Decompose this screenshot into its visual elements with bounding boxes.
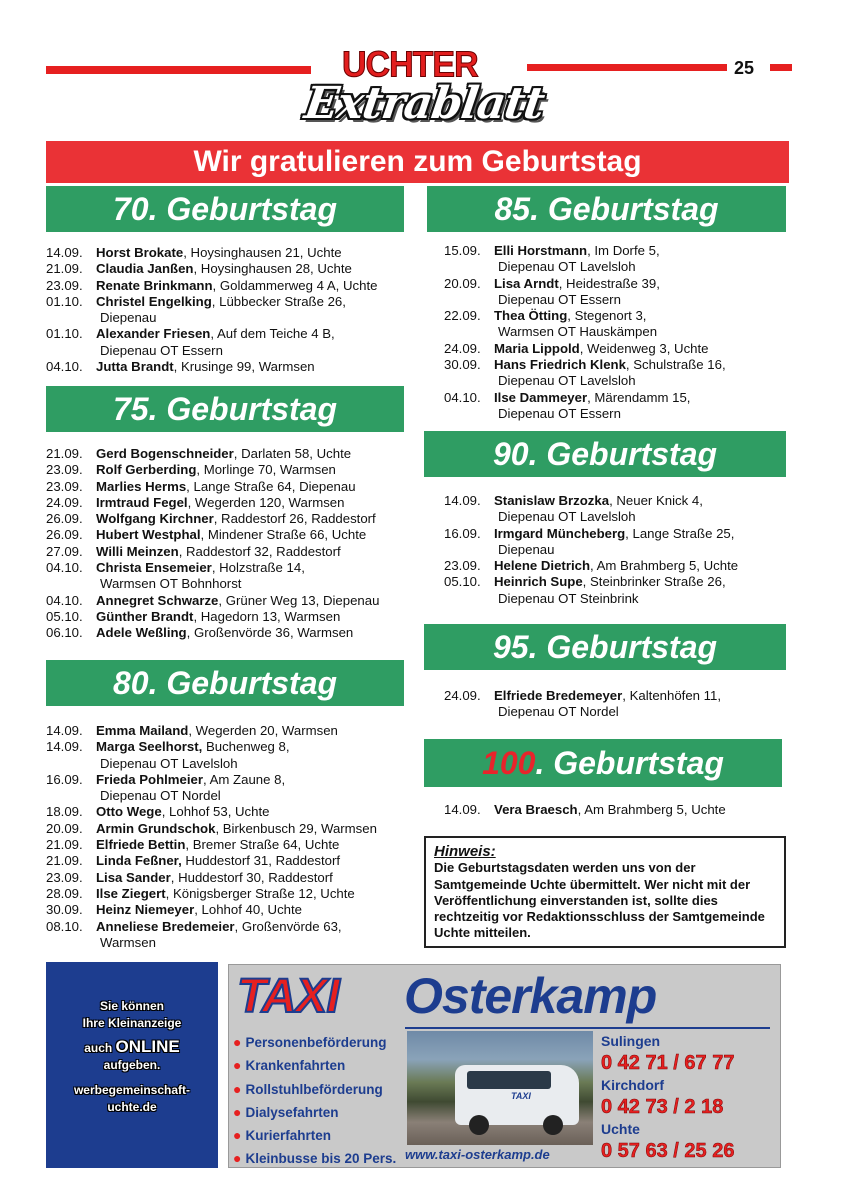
list-item — [46, 479, 411, 495]
list-item — [46, 261, 411, 277]
entry-date: 20.09. — [444, 275, 481, 291]
entry-date: 23.09. — [444, 558, 481, 574]
taxi-services — [233, 1031, 396, 1171]
logo-uchter: UCHTER — [342, 45, 478, 85]
bullet-icon: ● — [233, 1057, 242, 1074]
entry-date: 01.10. — [46, 293, 83, 309]
list-item — [46, 804, 411, 820]
entry-name: Irmgard Müncheberg — [494, 525, 626, 541]
list-item — [444, 802, 789, 818]
list-item — [46, 294, 411, 310]
service-item: ● Rollstuhlbeförderung — [233, 1080, 383, 1097]
header-rule-right — [527, 64, 727, 71]
entry-date: 14.09. — [46, 739, 83, 755]
entry-name: Thea Ötting — [494, 308, 568, 324]
classified-ad — [46, 962, 218, 1168]
entry-name: Anneliese Bredemeier — [96, 918, 235, 934]
entry-date: 30.09. — [46, 902, 83, 918]
list-item — [46, 821, 411, 837]
entry-address: , Weidenweg 3, Uchte — [579, 340, 709, 356]
bullet-icon: ● — [233, 1034, 242, 1050]
taxi-brand: TAXI — [237, 970, 339, 1023]
list-item — [444, 357, 789, 373]
list-70 — [46, 245, 411, 375]
entry-date: 28.09. — [46, 885, 83, 901]
entry-address: , Holzstraße 14, — [211, 560, 305, 576]
list-item — [46, 837, 411, 853]
list-item — [46, 544, 411, 560]
header-rule-right-end — [770, 64, 792, 71]
entry-date: 21.09. — [46, 837, 83, 853]
entry-address: , Raddestorf 26, Raddestorf — [213, 511, 376, 527]
entry-name: Stanislaw Brzozka — [494, 493, 610, 508]
entry-address: , Lange Straße 25, — [625, 525, 735, 541]
header-rule-left — [46, 66, 311, 74]
entry-address: , Königsberger Straße 12, Uchte — [165, 885, 355, 901]
entry-date: 30.09. — [444, 357, 481, 373]
list-100 — [444, 802, 789, 818]
entry-date: 04.10. — [46, 592, 83, 608]
entry-address: , Am Brahmberg 5, Uchte — [577, 802, 726, 817]
entry-date: 08.10. — [46, 918, 83, 934]
entry-name: Horst Brokate — [96, 245, 184, 260]
service-item: ● Krankenfahrten — [233, 1057, 346, 1074]
list-item — [444, 558, 789, 574]
entry-date: 23.09. — [46, 478, 83, 494]
entry-name: Armin Grundschok — [96, 820, 216, 836]
page-title: Wir gratulieren zum Geburtstag — [46, 141, 789, 183]
entry-address: , Lange Straße 64, Diepenau — [186, 478, 356, 494]
entry-address: , Im Dorfe 5, — [587, 243, 660, 258]
entry-name: Elli Horstmann — [494, 243, 588, 258]
list-item — [46, 870, 411, 886]
entry-date: 18.09. — [46, 804, 83, 820]
entry-address-continued: Diepenau OT Nordel — [498, 704, 619, 720]
entry-address: , Hagedorn 13, Warmsen — [193, 608, 341, 624]
list-item — [46, 739, 411, 755]
entry-name: Helene Dietrich — [494, 558, 591, 574]
entry-address: , Schulstraße 16, — [625, 357, 726, 373]
entry-name: Vera Braesch — [494, 802, 578, 817]
entry-address: , Wegerden 20, Warmsen — [188, 723, 338, 738]
list-item — [46, 625, 411, 641]
heading-80: 80. Geburtstag — [46, 660, 404, 706]
taxi-underline — [405, 1027, 770, 1029]
taxi-url[interactable]: www.taxi-osterkamp.de — [405, 1147, 550, 1162]
heading-95: 95. Geburtstag — [424, 624, 786, 670]
entry-date: 05.10. — [46, 608, 83, 624]
entry-address: , Lohhof 53, Uchte — [161, 804, 270, 820]
entry-address-continued: Diepenau OT Lavelsloh — [100, 755, 238, 771]
entry-name: Irmtraud Fegel — [96, 494, 188, 510]
list-item — [46, 886, 411, 902]
entry-address: , Raddestorf 32, Raddestorf — [178, 543, 341, 559]
ad-line-2: Ihre Kleinanzeige — [82, 1016, 182, 1030]
entry-address: , Bremer Straße 64, Uchte — [185, 837, 340, 853]
taxi-company-name: Osterkamp — [404, 968, 657, 1024]
taxi-van-photo — [407, 1031, 593, 1145]
entry-name: Ilse Ziegert — [96, 885, 166, 901]
taxi-contacts — [601, 1031, 734, 1163]
entry-name: Elfriede Bettin — [96, 837, 186, 853]
list-item — [46, 593, 411, 609]
hint-title: Hinweis: — [434, 843, 496, 860]
contact-city: Uchte — [601, 1121, 640, 1137]
entry-address: , Lübbecker Straße 26, — [211, 293, 346, 309]
service-item: ● Kurierfahrten — [233, 1127, 331, 1144]
entry-name: Hans Friedrich Klenk — [494, 357, 626, 373]
entry-name: Annegret Schwarze — [96, 592, 219, 608]
list-85 — [444, 243, 789, 422]
entry-name: Willi Meinzen — [96, 543, 179, 559]
ad-line-4: aufgeben. — [103, 1058, 161, 1072]
entry-name: Heinrich Supe — [494, 574, 583, 590]
entry-date: 26.09. — [46, 527, 83, 543]
entry-address: , Steinbrinker Straße 26, — [582, 574, 726, 590]
entry-name: Hubert Westphal — [96, 527, 201, 543]
entry-address-continued: Diepenau OT Essern — [498, 291, 621, 307]
entry-address-continued: Diepenau OT Lavelsloh — [498, 259, 636, 275]
entry-name: Rolf Gerberding — [96, 462, 197, 478]
service-item: ● Dialysefahrten — [233, 1103, 339, 1120]
heading-85: 85. Geburtstag — [427, 186, 786, 232]
entry-date: 20.09. — [46, 820, 83, 836]
list-item — [46, 609, 411, 625]
list-item — [46, 853, 411, 869]
entry-address: , Neuer Knick 4, — [609, 493, 703, 508]
list-item — [46, 326, 411, 342]
entry-date: 24.09. — [46, 494, 83, 510]
entry-date: 24.09. — [444, 688, 481, 703]
list-item — [46, 560, 411, 576]
heading-100-number: 100 — [482, 745, 536, 781]
entry-address: , Heidestraße 39, — [558, 275, 660, 291]
entry-date: 04.10. — [444, 389, 481, 405]
list-item — [46, 495, 411, 511]
entry-name: Lisa Arndt — [494, 275, 559, 291]
list-95 — [444, 688, 789, 721]
van-window — [467, 1071, 551, 1089]
bullet-icon: ● — [233, 1127, 242, 1144]
entry-name: Alexander Friesen — [96, 326, 211, 342]
list-item — [444, 493, 789, 509]
contact-phone: 0 42 71 / 67 77 — [601, 1052, 735, 1074]
entry-address-continued: Diepenau OT Essern — [498, 405, 621, 421]
list-item — [444, 526, 789, 542]
van-wheel — [469, 1115, 489, 1135]
entry-date: 04.10. — [46, 359, 83, 375]
entry-address: , Goldammerweg 4 A, Uchte — [212, 277, 378, 293]
entry-address: , Krusinge 99, Warmsen — [173, 359, 315, 375]
entry-address: , Stegenort 3, — [567, 308, 647, 324]
entry-date: 21.09. — [46, 446, 83, 461]
entry-name: Christel Engelking — [96, 293, 212, 309]
entry-address-continued: Warmsen OT Hauskämpen — [498, 324, 658, 340]
entry-address: , Auf dem Teiche 4 B, — [210, 326, 335, 342]
ad-line-5: werbegemeinschaft- — [73, 1083, 191, 1097]
entry-address-continued: Warmsen OT Bohnhorst — [100, 576, 242, 592]
entry-date: 23.09. — [46, 277, 83, 293]
entry-date: 16.09. — [444, 525, 481, 541]
contact-phone: 0 57 63 / 25 26 — [601, 1140, 735, 1162]
entry-name: Günther Brandt — [96, 608, 194, 624]
entry-date: 14.09. — [46, 245, 83, 260]
entry-date: 14.09. — [46, 723, 83, 738]
entry-address-continued: Diepenau OT Essern — [100, 342, 223, 358]
entry-name: Maria Lippold — [494, 340, 580, 356]
heading-90: 90. Geburtstag — [424, 431, 786, 477]
entry-address: , Mindener Straße 66, Uchte — [200, 527, 367, 543]
entry-address: , Am Zaune 8, — [203, 771, 286, 787]
list-75 — [46, 446, 411, 642]
entry-date: 22.09. — [444, 308, 481, 324]
list-90 — [444, 493, 789, 607]
logo-extrablatt: Extrablatt — [301, 78, 548, 129]
van-label: TAXI — [511, 1091, 531, 1101]
entry-date: 26.09. — [46, 511, 83, 527]
entry-name: Jutta Brandt — [96, 359, 174, 375]
entry-address: , Darlaten 58, Uchte — [233, 446, 352, 461]
list-item — [444, 688, 789, 704]
entry-date: 14.09. — [444, 802, 481, 817]
entry-address: , Hoysinghausen 21, Uchte — [183, 245, 342, 260]
entry-name: Marga Seelhorst, — [96, 739, 203, 755]
heading-70: 70. Geburtstag — [46, 186, 404, 232]
entry-address: , Morlinge 70, Warmsen — [196, 462, 336, 478]
entry-name: Emma Mailand — [96, 723, 189, 738]
list-item — [46, 511, 411, 527]
entry-address: Huddestorf 31, Raddestorf — [181, 853, 341, 869]
service-item: ● Kleinbusse bis 20 Pers. — [233, 1150, 397, 1167]
bullet-icon: ● — [233, 1080, 242, 1097]
ad-line-3a: auch — [84, 1041, 116, 1055]
entry-address: , Großenvörde 36, Warmsen — [186, 625, 354, 641]
ad-line-6: uchte.de — [107, 1100, 157, 1114]
contact-phone: 0 42 73 / 2 18 — [601, 1096, 724, 1118]
entry-date: 21.09. — [46, 261, 83, 277]
entry-address: , Märendamm 15, — [587, 389, 691, 405]
entry-address: , Hoysinghausen 28, Uchte — [193, 261, 352, 277]
taxi-ad — [228, 964, 781, 1168]
list-item — [46, 723, 411, 739]
list-item — [46, 772, 411, 788]
hint-text: Die Geburtstagsdaten werden uns von der Samtgemeinde Uchte übermittelt. Wer nicht mit der Veröffentlichung einverstanden ist, sollte dies rechtzeitig vor Redaktionsschluss der Samtgemeinde Uchte mitteilen. — [434, 860, 765, 941]
entry-name: Marlies Herms — [96, 478, 187, 494]
entry-date: 27.09. — [46, 543, 83, 559]
entry-name: Renate Brinkmann — [96, 277, 213, 293]
list-80 — [46, 723, 411, 951]
list-item — [46, 462, 411, 478]
list-item — [444, 308, 789, 324]
entry-address-continued: Diepenau OT Lavelsloh — [498, 509, 636, 525]
entry-name: Gerd Bogenschneider — [96, 446, 234, 461]
entry-address-continued: Diepenau OT Nordel — [100, 788, 221, 804]
entry-name: Linda Feßner, — [96, 853, 182, 869]
entry-date: 05.10. — [444, 574, 481, 590]
list-item — [46, 446, 411, 462]
entry-address-continued: Diepenau — [498, 541, 555, 557]
page-number: 25 — [734, 58, 755, 78]
list-item — [444, 390, 789, 406]
entry-date: 16.09. — [46, 771, 83, 787]
list-item — [46, 245, 411, 261]
contact-city: Kirchdorf — [601, 1077, 664, 1093]
contact-city: Sulingen — [601, 1033, 661, 1049]
entry-address-continued: Diepenau OT Lavelsloh — [498, 373, 636, 389]
entry-name: Heinz Niemeyer — [96, 902, 195, 918]
entry-address: , Großenvörde 63, — [234, 918, 342, 934]
bullet-icon: ● — [233, 1103, 242, 1120]
list-item — [444, 276, 789, 292]
entry-date: 04.10. — [46, 560, 83, 576]
list-item — [46, 902, 411, 918]
entry-date: 15.09. — [444, 243, 481, 258]
list-item — [46, 278, 411, 294]
entry-date: 24.09. — [444, 340, 481, 356]
entry-address: , Am Brahmberg 5, Uchte — [590, 558, 739, 574]
entry-date: 01.10. — [46, 326, 83, 342]
entry-date: 23.09. — [46, 869, 83, 885]
entry-name: Frieda Pohlmeier — [96, 771, 204, 787]
entry-address: Buchenweg 8, — [202, 739, 290, 755]
van-wheel — [543, 1115, 563, 1135]
entry-name: Otto Wege — [96, 804, 162, 820]
list-item — [444, 574, 789, 590]
entry-name: Wolfgang Kirchner — [96, 511, 214, 527]
entry-address: , Huddestorf 30, Raddestorf — [170, 869, 333, 885]
list-item — [444, 341, 789, 357]
entry-address-continued: Diepenau — [100, 310, 157, 326]
entry-date: 21.09. — [46, 853, 83, 869]
entry-name: Ilse Dammeyer — [494, 389, 588, 405]
entry-address-continued: Warmsen — [100, 934, 156, 950]
entry-date: 06.10. — [46, 625, 83, 641]
heading-100 — [424, 739, 782, 787]
entry-name: Adele Weßling — [96, 625, 187, 641]
entry-address: , Lohhof 40, Uchte — [194, 902, 302, 918]
entry-address-continued: Diepenau OT Steinbrink — [498, 590, 639, 606]
entry-name: Lisa Sander — [96, 869, 171, 885]
service-item: ● Personenbeförderung — [233, 1034, 387, 1050]
entry-name: Christa Ensemeier — [96, 560, 212, 576]
entry-address: , Birkenbusch 29, Warmsen — [215, 820, 377, 836]
entry-date: 23.09. — [46, 462, 83, 478]
ad-line-1: Sie können — [99, 999, 164, 1013]
list-item — [46, 919, 411, 935]
bullet-icon: ● — [233, 1150, 242, 1167]
entry-name: Elfriede Bredemeyer — [494, 688, 623, 703]
entry-name: Claudia Janßen — [96, 261, 194, 277]
list-item — [46, 527, 411, 543]
hint-box — [424, 836, 786, 948]
entry-address: , Wegerden 120, Warmsen — [187, 494, 345, 510]
entry-address: , Kaltenhöfen 11, — [622, 688, 722, 703]
heading-100-text: . Geburtstag — [535, 745, 724, 781]
ad-online: ONLINE — [115, 1037, 180, 1056]
entry-date: 14.09. — [444, 493, 481, 508]
list-item — [46, 359, 411, 375]
entry-address: , Grüner Weg 13, Diepenau — [218, 592, 380, 608]
list-item — [444, 243, 789, 259]
heading-75: 75. Geburtstag — [46, 386, 404, 432]
